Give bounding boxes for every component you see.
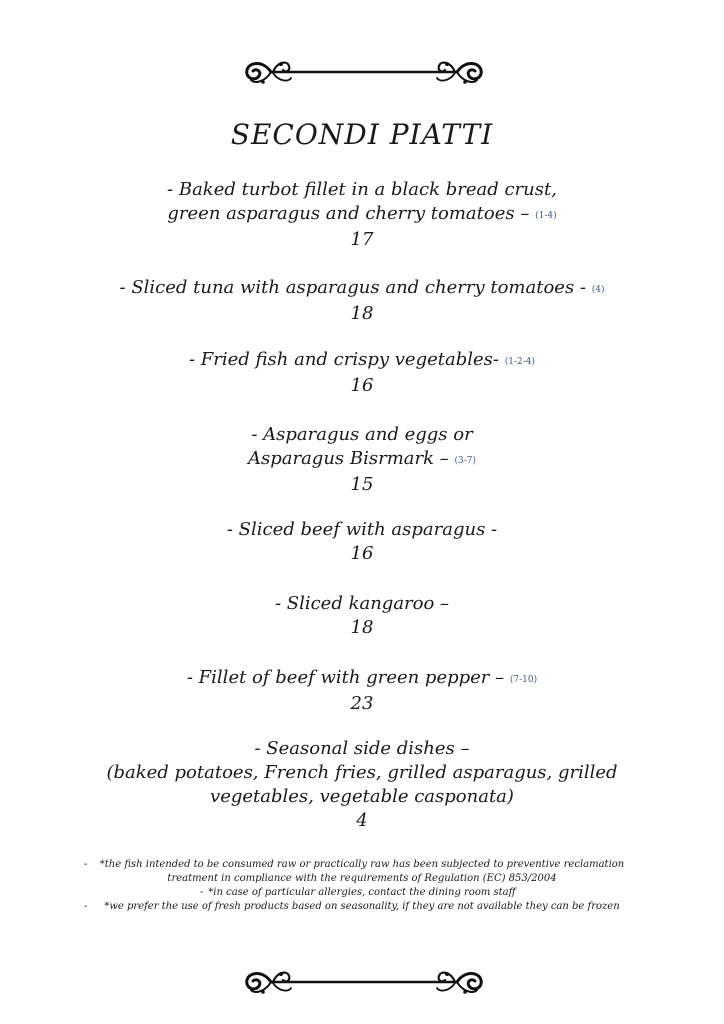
bullet: -	[200, 887, 204, 898]
footnote-text: *in case of particular allergies, contact the dining room staff	[208, 887, 516, 898]
dish-price: 18	[350, 303, 374, 324]
footnotes	[60, 858, 664, 914]
menu-item-beef-fillet	[40, 666, 684, 716]
allergen-codes: (7-10)	[509, 675, 538, 685]
dish-description: (baked potatoes, French fries, grilled asparagus, grilled	[106, 762, 618, 783]
footnote	[60, 886, 664, 900]
dish-name: - Fried fish and crispy vegetables-	[188, 349, 499, 370]
menu-item-asparagus-eggs	[40, 423, 684, 497]
dish-name: - Sliced tuna with asparagus and cherry tomatoes -	[119, 277, 586, 298]
footnote-text: treatment in compliance with the requirements of Regulation (EC) 853/2004	[167, 873, 557, 884]
footnote-text: *the fish intended to be consumed raw or practically raw has been subjected to preventive reclamation	[99, 859, 625, 870]
dish-description: vegetables, vegetable casponata)	[210, 786, 514, 807]
dish-price: 23	[350, 693, 374, 714]
dish-price: 15	[350, 474, 374, 495]
menu-item-sliced-beef	[40, 518, 684, 566]
menu-item-turbot	[40, 178, 684, 252]
dish-name: - Asparagus and eggs or	[251, 424, 473, 445]
dish-name: - Seasonal side dishes –	[254, 738, 470, 759]
dish-name: - Sliced kangaroo –	[274, 593, 450, 614]
menu-item-kangaroo	[40, 592, 684, 640]
allergen-codes: (1-2-4)	[504, 357, 535, 367]
flourish-divider-icon	[241, 52, 487, 92]
page-title: SECONDI PIATTI	[230, 118, 494, 151]
dish-name: - Fillet of beef with green pepper –	[186, 667, 505, 688]
footnote-text: *we prefer the use of fresh products based on seasonality, if they are not available they can be frozen	[104, 901, 620, 912]
menu-item-tuna	[40, 276, 684, 326]
menu-item-side-dishes	[40, 737, 684, 833]
dish-name: - Sliced beef with asparagus -	[226, 519, 498, 540]
flourish-divider-icon	[241, 962, 487, 1002]
menu-item-fried-fish	[40, 348, 684, 398]
allergen-codes: (4)	[591, 285, 605, 295]
dish-price: 4	[356, 810, 368, 831]
allergen-codes: (1-4)	[535, 211, 557, 221]
footnote	[60, 858, 664, 886]
dish-price: 16	[350, 543, 374, 564]
dish-price: 16	[350, 375, 374, 396]
dish-price: 18	[350, 617, 374, 638]
dish-name: green asparagus and cherry tomatoes –	[167, 203, 530, 224]
dish-price: 17	[350, 229, 374, 250]
bullet: -	[84, 859, 88, 870]
footnote	[60, 900, 664, 914]
dish-name: Asparagus Bisrmark –	[247, 448, 449, 469]
allergen-codes: (3-7)	[454, 456, 476, 466]
bullet: -	[84, 901, 88, 912]
dish-name: - Baked turbot fillet in a black bread crust,	[167, 179, 557, 200]
